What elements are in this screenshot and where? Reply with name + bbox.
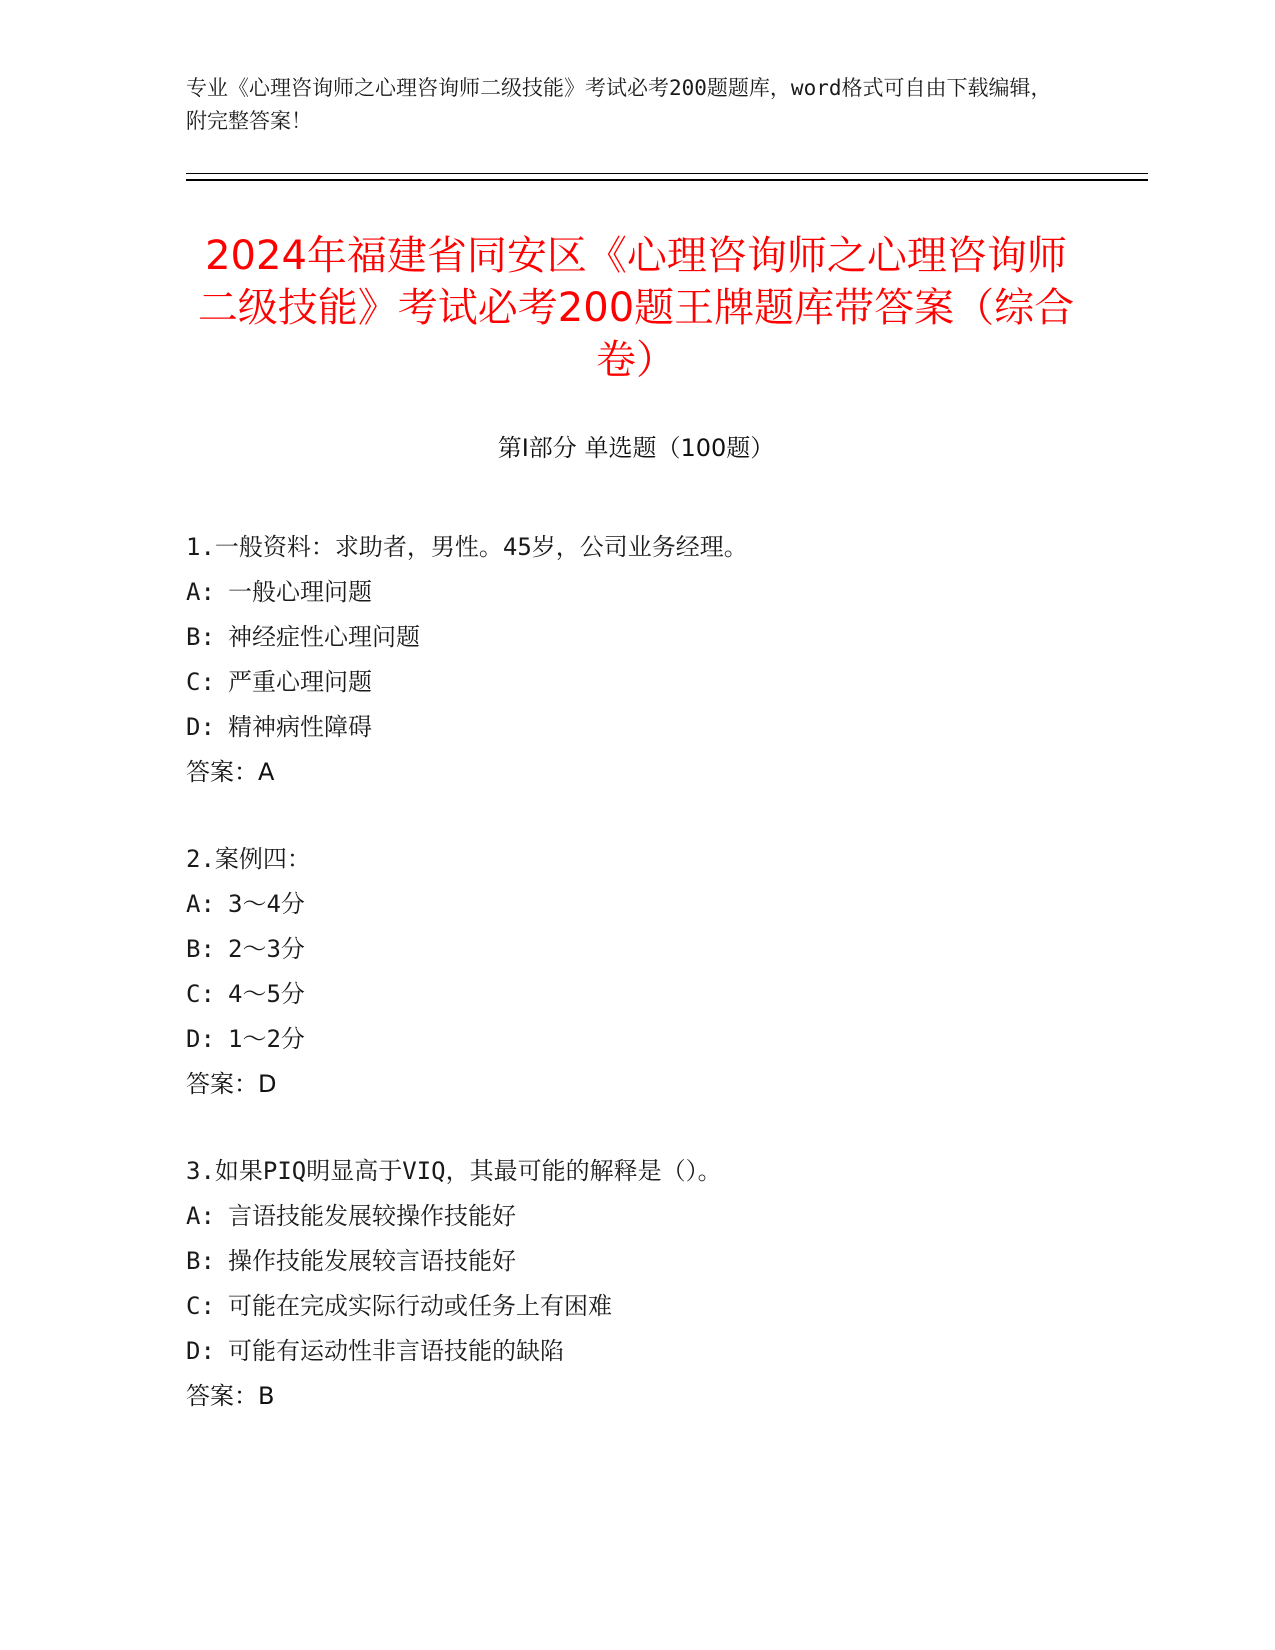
option-d	[186, 1329, 1146, 1374]
option-a	[186, 882, 1146, 927]
option-c	[186, 972, 1146, 1017]
option-letter: A:	[186, 578, 215, 606]
answer-line: 答案：B	[186, 1382, 275, 1410]
option-d	[186, 1017, 1146, 1062]
option-text: 言语技能发展较操作技能好	[228, 1202, 516, 1230]
option-text: 可能在完成实际行动或任务上有困难	[228, 1292, 612, 1320]
option-b	[186, 927, 1146, 972]
option-letter: A:	[186, 890, 215, 918]
option-b	[186, 615, 1146, 660]
header-divider-thick	[186, 179, 1148, 181]
section-heading: 第Ⅰ部分 单选题（100题）	[497, 434, 775, 462]
option-letter: B:	[186, 1247, 215, 1275]
option-text: 操作技能发展较言语技能好	[228, 1247, 516, 1275]
option-letter: D:	[186, 1025, 215, 1053]
option-text: 神经症性心理问题	[228, 623, 420, 651]
question-1	[186, 525, 1146, 795]
option-a	[186, 1194, 1146, 1239]
option-letter: D:	[186, 1337, 215, 1365]
document-title: 2024年福建省同安区《心理咨询师之心理咨询师二级技能》考试必考200题王牌题库带答案（综合卷）	[197, 233, 1075, 383]
option-text: 2～3分	[228, 935, 305, 963]
option-letter: D:	[186, 713, 215, 741]
question-stem: 1.一般资料：求助者，男性。45岁，公司业务经理。	[186, 533, 748, 561]
question-stem: 2.案例四：	[186, 845, 311, 873]
option-text: 4～5分	[228, 980, 305, 1008]
option-letter: A:	[186, 1202, 215, 1230]
option-d	[186, 705, 1146, 750]
option-text: 一般心理问题	[228, 578, 372, 606]
question-3	[186, 1149, 1146, 1419]
question-list	[186, 525, 1146, 1461]
option-letter: C:	[186, 1292, 215, 1320]
option-text: 精神病性障碍	[228, 713, 372, 741]
header-note: 专业《心理咨询师之心理咨询师二级技能》考试必考200题题库，word格式可自由下载编辑，附完整答案！	[186, 76, 1052, 133]
option-text: 可能有运动性非言语技能的缺陷	[228, 1337, 564, 1365]
option-letter: B:	[186, 935, 215, 963]
answer-line: 答案：D	[186, 1070, 277, 1098]
option-c	[186, 660, 1146, 705]
option-letter: C:	[186, 980, 215, 1008]
question-2	[186, 837, 1146, 1107]
option-b	[186, 1239, 1146, 1284]
option-text: 1～2分	[228, 1025, 305, 1053]
answer-line: 答案：A	[186, 758, 275, 786]
question-stem: 3.如果PIQ明显高于VIQ，其最可能的解释是（）。	[186, 1157, 722, 1185]
option-letter: C:	[186, 668, 215, 696]
option-c	[186, 1284, 1146, 1329]
option-letter: B:	[186, 623, 215, 651]
option-a	[186, 570, 1146, 615]
option-text: 3～4分	[228, 890, 305, 918]
header-divider-thin	[186, 173, 1148, 174]
option-text: 严重心理问题	[228, 668, 372, 696]
